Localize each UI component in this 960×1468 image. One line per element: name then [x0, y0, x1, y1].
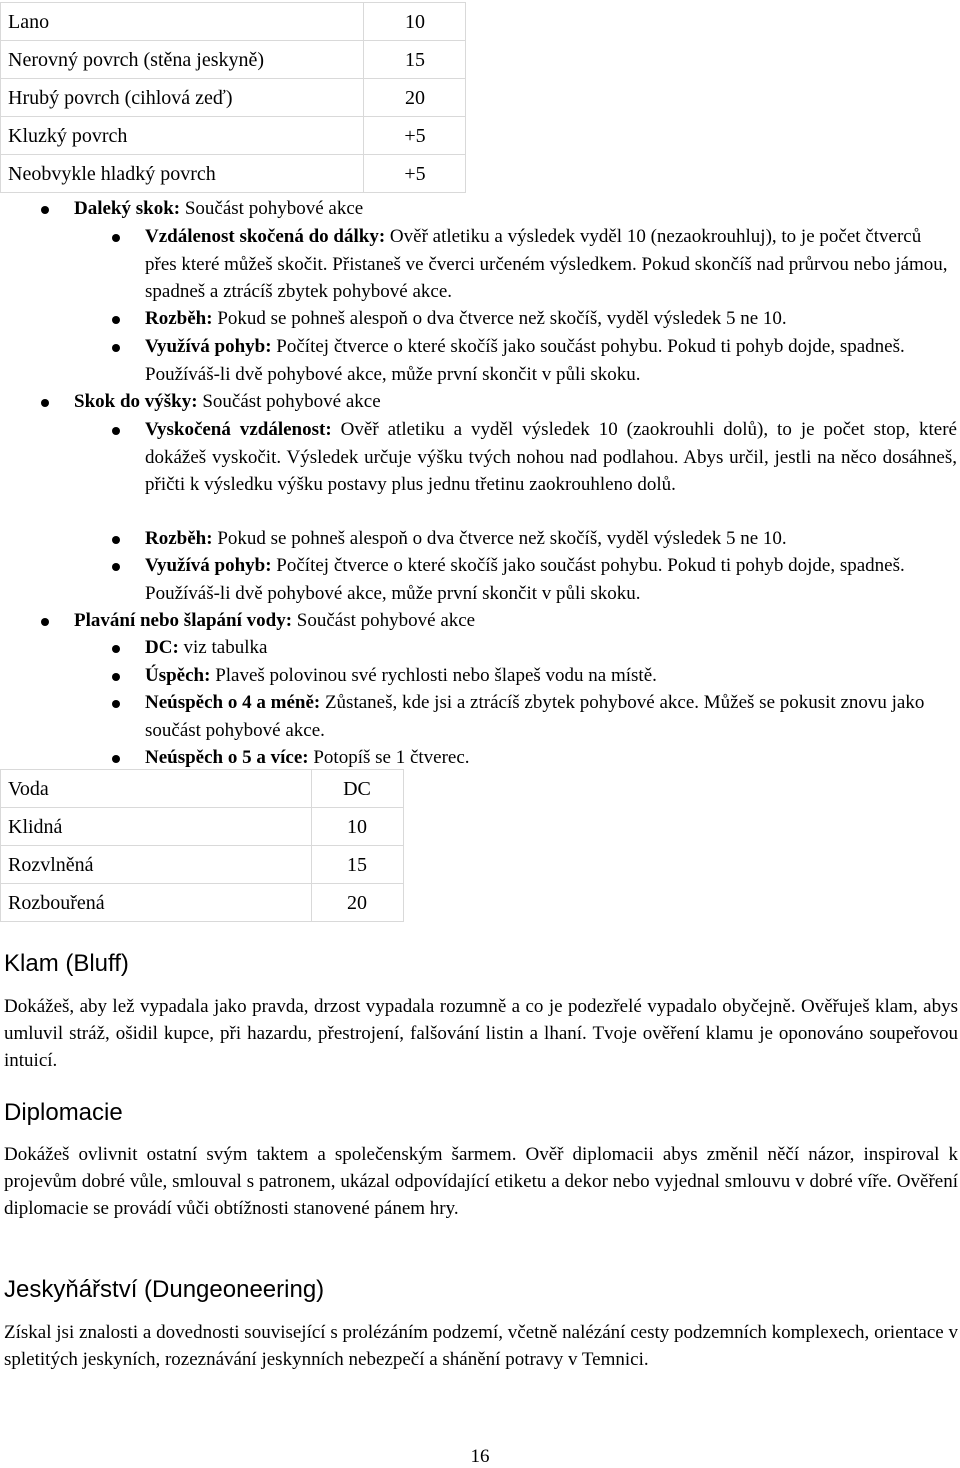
table-cell-value — [364, 41, 466, 79]
table-row — [1, 846, 404, 884]
dc-label: DC: — [145, 637, 179, 658]
value-text: 10 — [405, 10, 425, 33]
dc-text: viz tabulka — [178, 637, 268, 658]
success-label: Úspěch: — [145, 665, 211, 686]
bullet-icon — [112, 427, 120, 435]
table-header-cell: Voda — [1, 770, 312, 808]
section-heading-bluff: Klam (Bluff) — [4, 950, 129, 977]
movement-text: Počítej čtverce o které skočíš jako součást pohybu. Pokud ti pohyb dojde, spadneš. Používáš-li dvě pohybové akce, může první skončit v půli skoku. — [145, 336, 905, 385]
value-text: 20 — [405, 86, 425, 109]
value-text: 20 — [347, 891, 367, 914]
long-jump-movement — [145, 333, 957, 388]
long-jump-item — [74, 195, 944, 223]
distance-text: Ověř atletiku a výsledek vyděl 10 (nezaokrouhluj), to je počet čtverců přes které můžeš skočit. Přistaneš ve čverci určeném výsledkem. Pokud skončíš nad průrvou nebo jámou, spadneš a ztrácíš zbytek pohybové akce. — [145, 226, 948, 302]
table-row — [1, 3, 466, 41]
climb-dc-table — [0, 2, 466, 193]
value-text: +5 — [404, 162, 426, 185]
bullet-icon — [112, 645, 120, 653]
bullet-icon — [41, 206, 49, 214]
table-cell-value — [364, 3, 466, 41]
distance-label: Vzdálenost skočená do dálky: — [145, 226, 386, 247]
runup-text: Pokud se pohneš alespoň o dva čtverce než skočíš, vyděl výsledek 5 ne 10. — [212, 528, 787, 549]
bluff-paragraph: Dokážeš, aby lež vypadala jako pravda, drzost vypadala rozumně a co je podezřelé vypadalo obyčejně. Ověřuješ klam, abys umluvil stráž, ošidil kupce, při hazardu, přestrojení, falšování listin a lhaní. Tvoje ověření klamu je oponováno soupeřovou intuicí. — [4, 996, 958, 1071]
bullet-icon — [41, 399, 49, 407]
high-jump-title-rest: Součást pohybové akce — [197, 391, 381, 412]
distance-text: Ověř atletiku a vyděl výsledek 10 (zaokrouhli dolů), to je počet stop, které dokážeš vyskočit. Výsledek určuje výšku tvých nohou nad podlahou. Abys určil, jestli na něco dosáhneš, přičti k výsledku výšku postavy plus jednu třetinu zaokrouhleno dolů. — [145, 419, 957, 495]
table-row — [1, 117, 466, 155]
runup-text: Pokud se pohneš alespoň o dva čtverce než skočíš, vyděl výsledek 5 ne 10. — [212, 308, 787, 329]
long-jump-runup — [145, 305, 957, 333]
runup-label: Rozběh: — [145, 308, 213, 329]
high-jump-distance — [145, 416, 957, 499]
table-cell-label: Neobvykle hladký povrch — [1, 155, 364, 193]
swimming-title: Plavání nebo šlapání vody: — [74, 610, 293, 631]
swimming-item — [74, 607, 944, 635]
page-number: 16 — [470, 1446, 490, 1467]
table-header-row — [1, 770, 404, 808]
swimming-fail-4 — [145, 689, 957, 744]
bullet-icon — [112, 316, 120, 324]
long-jump-title-rest: Součást pohybové akce — [180, 198, 364, 219]
table-row — [1, 79, 466, 117]
table-cell-value — [312, 808, 404, 846]
swimming-title-rest: Součást pohybové akce — [292, 610, 476, 631]
distance-label: Vyskočená vzdálenost: — [145, 419, 332, 440]
table-cell-value — [312, 846, 404, 884]
table-cell-value — [364, 117, 466, 155]
bullet-icon — [112, 344, 120, 352]
runup-label: Rozběh: — [145, 528, 213, 549]
fail4-label: Neúspěch o 4 a méně: — [145, 692, 321, 713]
table-cell-value — [312, 884, 404, 922]
fail4-text: Zůstaneš, kde jsi a ztrácíš zbytek pohybové akce. Můžeš se pokusit znovu jako součást pohybové akce. — [145, 692, 925, 741]
long-jump-title: Daleký skok: — [74, 198, 181, 219]
high-jump-title: Skok do výšky: — [74, 391, 198, 412]
fail5-text: Potopíš se 1 čtverec. — [308, 747, 470, 768]
table-cell-label: Rozvlněná — [1, 846, 312, 884]
movement-label: Využívá pohyb: — [145, 555, 272, 576]
dungeoneering-paragraph: Získal jsi znalosti a dovednosti související s prolézáním podzemí, včetně nalézání cesty podzemních komplexech, orientace v spletitých jeskyních, rozeznávání jeskynních nebezpečí a shánění potravy v Temnici. — [4, 1322, 958, 1370]
swimming-dc — [145, 634, 957, 662]
bullet-icon — [112, 563, 120, 571]
diplomacy-paragraph: Dokážeš ovlivnit ostatní svým taktem a společenským šarmem. Ověř diplomacii abys změnil něčí názor, inspiroval k projevům dobré vůle, smlouval s patronem, ukázal odpovídající etiketu a dekor nebo vyjednal smlouvu v dobré víře. Ověření diplomacie se provádí vůči obtížnosti stanovené pánem hry. — [4, 1144, 958, 1219]
section-heading-diplomacy: Diplomacie — [4, 1099, 123, 1126]
high-jump-runup — [145, 525, 957, 553]
swimming-fail-5 — [145, 744, 957, 772]
header-text: DC — [343, 777, 371, 800]
bullet-icon — [41, 618, 49, 626]
table-row — [1, 155, 466, 193]
bullet-icon — [112, 234, 120, 242]
table-row — [1, 41, 466, 79]
table-cell-label: Lano — [1, 3, 364, 41]
table-cell-label: Rozbouřená — [1, 884, 312, 922]
movement-label: Využívá pohyb: — [145, 336, 272, 357]
long-jump-distance — [145, 223, 957, 306]
value-text: +5 — [404, 124, 426, 147]
table-cell-value — [364, 79, 466, 117]
table-cell-value — [364, 155, 466, 193]
table-cell-label: Hrubý povrch (cihlová zeď) — [1, 79, 364, 117]
high-jump-movement — [145, 552, 957, 607]
table-cell-label: Kluzký povrch — [1, 117, 364, 155]
table-cell-label: Klidná — [1, 808, 312, 846]
section-heading-dungeoneering: Jeskyňářství (Dungeoneering) — [4, 1276, 325, 1303]
table-row — [1, 808, 404, 846]
table-cell-label: Nerovný povrch (stěna jeskyně) — [1, 41, 364, 79]
bullet-icon — [112, 673, 120, 681]
fail5-label: Neúspěch o 5 a více: — [145, 747, 309, 768]
table-header-cell — [312, 770, 404, 808]
table-row — [1, 884, 404, 922]
bullet-icon — [112, 700, 120, 708]
value-text: 15 — [405, 48, 425, 71]
bullet-icon — [112, 536, 120, 544]
high-jump-item — [74, 388, 944, 416]
swimming-success — [145, 662, 957, 690]
success-text: Plaveš polovinou své rychlosti nebo šlapeš vodu na místě. — [210, 665, 657, 686]
bullet-icon — [112, 755, 120, 763]
movement-text: Počítej čtverce o které skočíš jako součást pohybu. Pokud ti pohyb dojde, spadneš. Používáš-li dvě pohybové akce, může první skončit v půli skoku. — [145, 555, 905, 604]
water-dc-table — [0, 769, 404, 922]
value-text: 15 — [347, 853, 367, 876]
value-text: 10 — [347, 815, 367, 838]
